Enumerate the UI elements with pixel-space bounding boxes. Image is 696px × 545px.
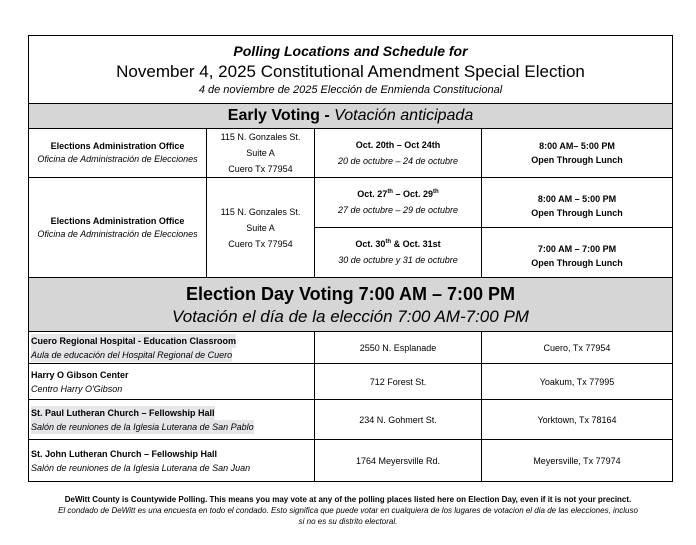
voting-dates: Oct. 27th – Oct. 29th: [357, 189, 439, 200]
dates-cell: [315, 178, 482, 277]
location-name-spanish: Oficina de Administración de Elecciones: [37, 228, 198, 239]
early-voting-row: [29, 129, 672, 178]
lunch-note: Open Through Lunch: [531, 208, 623, 219]
location-name: Cuero Regional Hospital - Education Classroom: [31, 335, 237, 346]
location-name: St. John Lutheran Church – Fellowship Hall: [31, 448, 218, 459]
voting-dates-spanish: 20 de octubre – 24 de octubre: [337, 156, 459, 166]
address-line: Cuero Tx 77954: [228, 238, 293, 249]
address-cell: [207, 129, 315, 177]
location-name-spanish: Centro Harry O'Gibson: [31, 383, 123, 394]
early-voting-label: Early Voting -: [227, 107, 335, 124]
voting-dates-spanish: 30 de octubre y 31 de octubre: [338, 255, 458, 266]
address-line: Suite A: [246, 148, 275, 158]
header-title-spanish: 4 de noviembre de 2025 Elección de Enmienda Constitucional: [198, 84, 503, 96]
city-cell: Yorktown, Tx 78164: [537, 414, 617, 425]
address-cell: [207, 178, 315, 277]
voting-dates-spanish: 27 de octubre – 29 de octubre: [337, 205, 459, 216]
hours-subcell: [482, 228, 672, 278]
voting-hours: 8:00 AM – 5:00 PM: [537, 194, 617, 205]
city-cell: Meyersville, Tx 77974: [533, 455, 621, 466]
countywide-polling-note: [0, 494, 696, 527]
location-cell: [29, 364, 315, 399]
dates-subcell: [315, 228, 481, 278]
election-day-title: Election Day Voting 7:00 AM – 7:00 PM: [185, 284, 516, 304]
city-cell: Yoakum, Tx 77995: [539, 376, 615, 387]
voting-hours: 7:00 AM – 7:00 PM: [537, 244, 617, 255]
election-day-row: [29, 332, 672, 364]
election-day-title-spanish: Votación el día de la elección 7:00 AM-7:00 PM: [172, 307, 529, 326]
voting-dates: Oct. 30th & Oct. 31st: [355, 239, 441, 250]
dates-subcell: [315, 178, 481, 228]
header-title-line1: Polling Locations and Schedule for: [233, 43, 468, 59]
lunch-note: Open Through Lunch: [531, 258, 623, 269]
election-day-banner: [29, 278, 672, 332]
location-name-spanish: Oficina de Administración de Elecciones: [37, 154, 198, 164]
address-line: Cuero Tx 77954: [228, 164, 293, 174]
location-name-spanish: Salón de reuniones de la Iglesia Luterana de San Pablo: [31, 421, 254, 432]
location-cell: [29, 178, 207, 277]
voting-hours: 8:00 AM– 5:00 PM: [539, 141, 615, 151]
address-line: 115 N. Gonzales St.: [220, 132, 301, 142]
election-day-row: [29, 440, 672, 481]
location-cell: [29, 129, 207, 177]
polling-schedule-document: [28, 35, 673, 482]
address-cell: 2550 N. Esplanade: [315, 332, 482, 363]
hours-subcell: [482, 178, 672, 228]
location-name: Elections Administration Office: [50, 141, 185, 151]
location-name: St. Paul Lutheran Church – Fellowship Hall: [31, 407, 215, 418]
address-line: 115 N. Gonzales St.: [220, 206, 301, 217]
location-name: Elections Administration Office: [50, 215, 185, 226]
document-header: [29, 36, 672, 104]
dates-cell: [315, 129, 482, 177]
address-cell: 1764 Meyersville Rd.: [315, 440, 482, 481]
location-name-spanish: Aula de educación del Hospital Regional de Cuero: [31, 349, 233, 360]
address-cell: 234 N. Gohmert St.: [315, 400, 482, 439]
voting-dates: Oct. 20th – Oct 24th: [355, 140, 441, 150]
location-name-spanish: Salón de reuniones de la Iglesia Luterana de San Juan: [31, 462, 251, 473]
address-line: Suite A: [246, 222, 275, 233]
footer-note-english: DeWitt County is Countywide Polling. This means you may vote at any of the polling places listed here on Election Day, even if it is not your precinct.: [64, 495, 632, 504]
footer-note-spanish: El condado de DeWitt es una encuesta en todo el condado. Esto significa que puede votar en cualquiera de los lugares de votacion el dia de las elecciones, incluso: [58, 506, 638, 515]
address-cell: 712 Forest St.: [315, 364, 482, 399]
early-voting-label-spanish: Votación anticipada: [334, 107, 474, 124]
election-day-row: [29, 364, 672, 400]
early-voting-banner: [29, 104, 672, 129]
lunch-note: Open Through Lunch: [531, 155, 623, 165]
city-cell: Cuero, Tx 77954: [543, 342, 611, 353]
location-cell: [29, 440, 315, 481]
location-cell: [29, 332, 315, 363]
location-name: Harry O Gibson Center: [31, 369, 129, 380]
election-day-row: [29, 400, 672, 440]
early-voting-row: [29, 178, 672, 278]
hours-cell: [482, 178, 672, 277]
location-cell: [29, 400, 315, 439]
hours-cell: [482, 129, 672, 177]
footer-note-spanish-cont: si no es su distrito electoral.: [298, 517, 398, 526]
header-title-line2: November 4, 2025 Constitutional Amendment Special Election: [116, 62, 585, 81]
